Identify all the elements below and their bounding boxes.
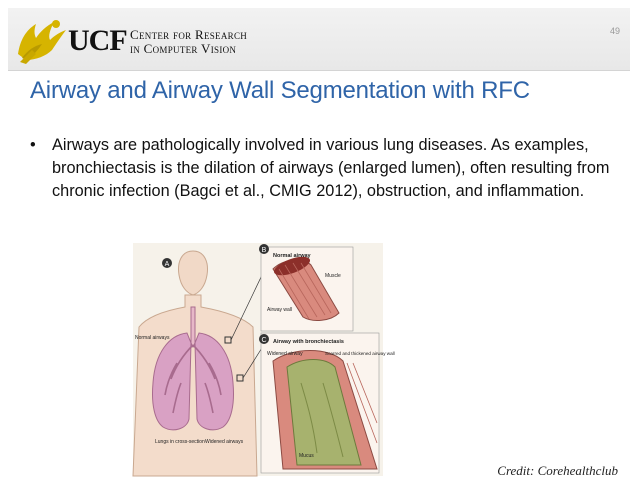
bullet-list — [30, 134, 616, 203]
center-title-line1: Center for Research — [130, 27, 248, 42]
bullet-dot: • — [30, 136, 36, 154]
label-widened-airways: Widened airways — [205, 439, 244, 445]
label-airway-wall: Airway wall — [267, 307, 293, 313]
panel-a-label: A — [164, 261, 170, 268]
label-mucus: Mucus — [299, 453, 314, 459]
label-normal-airways: Normal airways — [135, 335, 170, 341]
image-credit: Credit: Corehealthclub — [497, 463, 618, 478]
label-scarred-wall: Scarred and thickened airway wall — [325, 351, 395, 356]
bullet-text: Airways are pathologically involved in various lung diseases. As examples, bronchiectasis is the dilation of airways (enlarged lumen), often resulting from chronic infection (Bagci et al., CMIG 2012), obstruction, and inflammation. — [52, 136, 610, 200]
label-normal-airway: Normal airway — [273, 253, 311, 259]
ucf-pegasus-logo-icon — [12, 10, 70, 68]
ucf-logo-text: UCF — [68, 24, 127, 57]
bronchiectasis-illustration — [133, 243, 395, 476]
label-airway-bronchiectasis: Airway with bronchiectasis — [273, 339, 344, 345]
label-muscle: Muscle — [325, 273, 341, 279]
slide-title: Airway and Airway Wall Segmentation with RFC — [30, 77, 530, 104]
figure-drawing — [133, 243, 395, 476]
panel-b-label: B — [261, 247, 267, 254]
center-title-line2: in Computer Vision — [130, 41, 237, 56]
page-number: 49 — [609, 26, 620, 36]
header-bar — [8, 8, 630, 71]
panel-c-label: C — [261, 337, 267, 344]
label-widened-airway: Widened airway — [267, 351, 303, 357]
bullet-item — [30, 134, 616, 203]
center-title — [130, 28, 247, 56]
label-lungs-cross-section: Lungs in cross-section — [155, 439, 205, 445]
